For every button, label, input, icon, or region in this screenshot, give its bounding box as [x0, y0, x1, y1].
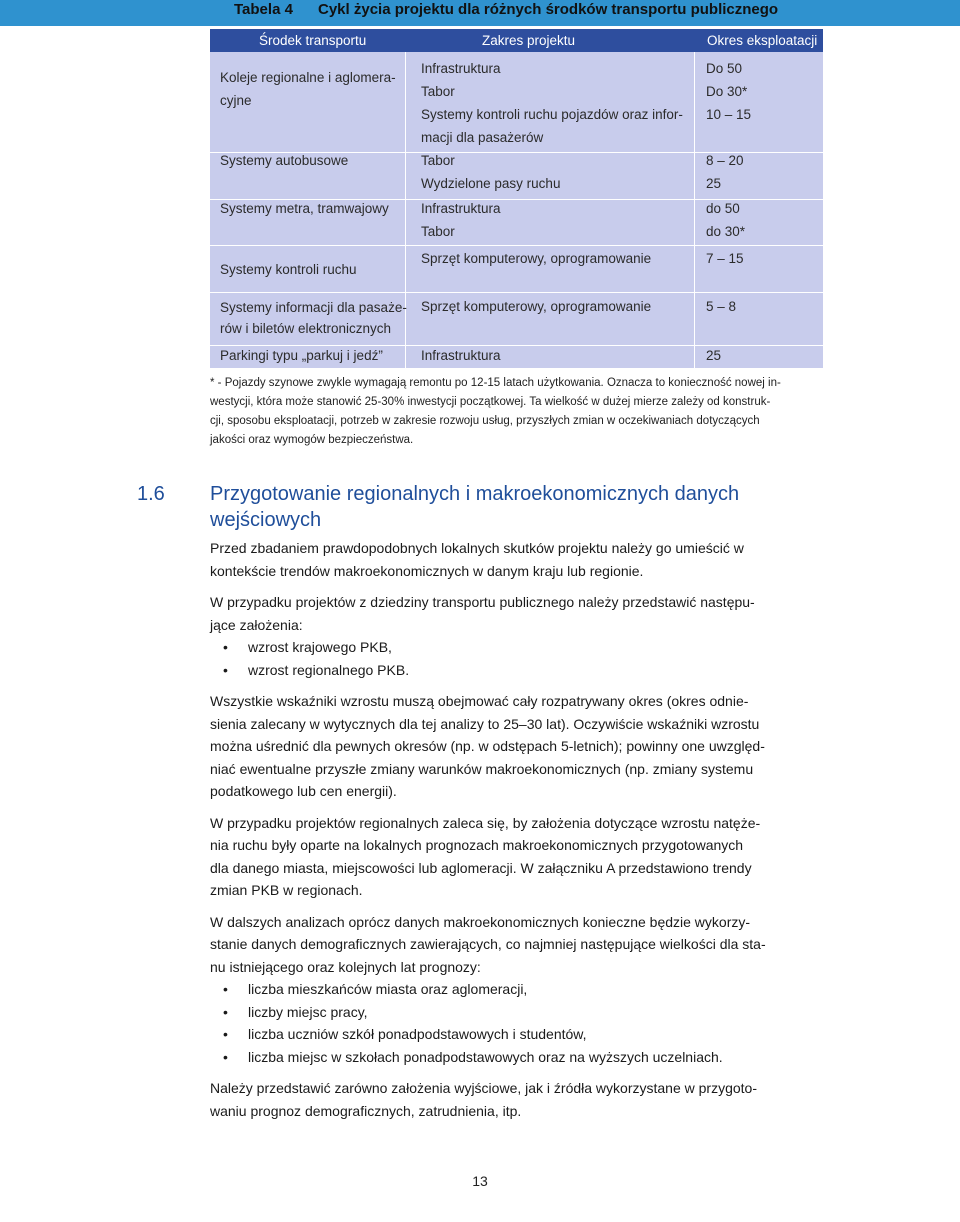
- paragraph-line: W przypadku projektów z dziedziny transportu publicznego należy przedstawić następu-: [210, 594, 755, 610]
- table-footnote: [210, 374, 830, 450]
- table-header: [210, 29, 823, 52]
- bullet-list: [210, 978, 830, 1068]
- bullet-icon: •: [223, 1003, 228, 1020]
- cell-scope: macji dla pasażerów: [421, 130, 544, 145]
- row-divider: [210, 245, 823, 246]
- cell-period: 5 – 8: [706, 299, 737, 314]
- cell-period: do 50: [706, 201, 740, 216]
- header-project-scope: Zakres projektu: [482, 33, 576, 48]
- section-number: 1.6: [137, 483, 165, 505]
- bullet-icon: •: [223, 661, 228, 678]
- section-title-line: wejściowych: [210, 509, 322, 531]
- paragraph-line: waniu prognoz demograficznych, zatrudnienia, itp.: [210, 1102, 522, 1119]
- cell-period: 7 – 15: [706, 251, 744, 266]
- cell-scope: Sprzęt komputerowy, oprogramowanie: [421, 299, 652, 314]
- paragraph-line: Wszystkie wskaźniki wzrostu muszą obejmować cały rozpatrywany okres (okres odnie-: [210, 693, 749, 709]
- cell-scope: Tabor: [421, 224, 455, 239]
- paragraph-line: stanie danych demograficznych zawierających, co najmniej następujące wielkości dla sta-: [210, 936, 766, 952]
- list-item-text: wzrost krajowego PKB,: [248, 639, 392, 655]
- cell-mode: Systemy kontroli ruchu: [220, 262, 357, 277]
- page-number: 13: [472, 1173, 488, 1189]
- paragraph-line: Należy przedstawić zarówno założenia wyjściowe, jak i źródła wykorzystane w przygoto-: [210, 1080, 757, 1096]
- list-item-text: liczba mieszkańców miasta oraz aglomeracji,: [248, 981, 528, 997]
- column-divider: [405, 52, 406, 368]
- cell-mode: Systemy informacji dla pasaże-: [220, 300, 407, 315]
- cell-scope: Sprzęt komputerowy, oprogramowanie: [421, 251, 652, 266]
- footnote-line: cji, sposobu eksploatacji, potrzeb w zakresie rozwoju usług, przyszłych zmian w oczekiwaniach dotyczących: [210, 415, 760, 427]
- cell-scope: Infrastruktura: [421, 61, 501, 76]
- paragraph-line: W dalszych analizach oprócz danych makroekonomicznych konieczne będzie wykorzy-: [210, 913, 751, 930]
- cell-mode: rów i biletów elektronicznych: [220, 321, 392, 336]
- list-item: [210, 978, 830, 1001]
- cell-scope: Tabor: [421, 84, 455, 99]
- lifecycle-table: [210, 29, 823, 368]
- bullet-icon: •: [223, 1026, 228, 1042]
- cell-period: Do 50: [706, 61, 743, 76]
- cell-mode: cyjne: [220, 93, 252, 108]
- cell-period: do 30*: [706, 224, 746, 239]
- table-caption-label: Tabela 4: [234, 1, 293, 18]
- section-body: [210, 537, 830, 1131]
- paragraph-line: można uśrednić dla pewnych okresów (np. w odstępach 5-letnich); powinny one uwzględ-: [210, 738, 765, 754]
- cell-scope: Wydzielone pasy ruchu: [421, 176, 561, 191]
- paragraph-line: sienia zalecany w wytycznych dla tej analizy to 25–30 lat). Oczywiście wskaźniki wzrostu: [210, 715, 760, 732]
- header-transport-mode: Środek transportu: [259, 33, 367, 48]
- list-item-text: liczba uczniów szkół ponadpodstawowych i studentów,: [248, 1026, 587, 1042]
- paragraph: [210, 1077, 830, 1122]
- footnote-line: jakości oraz wymogów bezpieczeństwa.: [210, 434, 414, 446]
- paragraph-line: zmian PKB w regionach.: [210, 882, 363, 898]
- list-item: [210, 1023, 830, 1046]
- bullet-icon: •: [223, 1048, 228, 1065]
- cell-mode: Koleje regionalne i aglomera-: [220, 70, 396, 85]
- cell-scope: Systemy kontroli ruchu pojazdów oraz infor-: [421, 107, 683, 122]
- cell-scope: Infrastruktura: [421, 201, 501, 216]
- cell-scope: Tabor: [421, 153, 455, 168]
- paragraph-line: kontekście trendów makroekonomicznych w danym kraju lub regionie.: [210, 562, 644, 579]
- footnote-line: * - Pojazdy szynowe zwykle wymagają remontu po 12-15 latach użytkowania. Oznacza to konieczność nowej in-: [210, 377, 781, 389]
- cell-mode: Systemy autobusowe: [220, 153, 349, 168]
- cell-period: 10 – 15: [706, 107, 752, 122]
- paragraph-line: W przypadku projektów regionalnych zaleca się, by założenia dotyczące wzrostu natęże-: [210, 814, 761, 831]
- section-title-line: Przygotowanie regionalnych i makroekonomicznych danych: [210, 483, 740, 505]
- table-caption-bar: [0, 0, 960, 26]
- bullet-icon: •: [223, 639, 228, 655]
- table-caption-title: Cykl życia projektu dla różnych środków transportu publicznego: [318, 1, 779, 18]
- header-operation-period: Okres eksploatacji: [707, 33, 818, 48]
- paragraph: [210, 911, 830, 979]
- column-divider: [694, 52, 695, 368]
- cell-period: 8 – 20: [706, 153, 744, 168]
- cell-mode: Parkingi typu „parkuj i jedź”: [220, 348, 383, 363]
- paragraph-line: dla danego miasta, miejscowości lub aglomeracji. W załączniku A przedstawiono trendy: [210, 859, 752, 876]
- footnote-line: westycji, która może stanowić 25-30% inwestycji początkowej. Ta wielkość w dużej mierze zależy od konstruk-: [210, 396, 771, 408]
- list-item-text: liczby miejsc pracy,: [248, 1003, 368, 1020]
- paragraph: [210, 690, 830, 803]
- bullet-list: [210, 636, 830, 681]
- paragraph-line: nu istniejącego oraz kolejnych lat prognozy:: [210, 958, 481, 975]
- cell-mode: Systemy metra, tramwajowy: [220, 201, 389, 216]
- paragraph-line: podatkowego lub cen energii).: [210, 783, 397, 799]
- paragraph-line: Przed zbadaniem prawdopodobnych lokalnych skutków projektu należy go umieścić w: [210, 540, 744, 556]
- section-title: [210, 481, 830, 533]
- list-item: [210, 1046, 830, 1069]
- paragraph: [210, 812, 830, 902]
- cell-scope: Infrastruktura: [421, 348, 501, 363]
- list-item-text: liczba miejsc w szkołach ponadpodstawowych oraz na wyższych uczelniach.: [248, 1048, 723, 1065]
- list-item: [210, 1001, 830, 1024]
- cell-period: Do 30*: [706, 84, 748, 99]
- list-item: [210, 636, 830, 659]
- paragraph: [210, 591, 830, 636]
- paragraph: [210, 537, 830, 582]
- paragraph-line: niać ewentualne przyszłe zmiany warunków makroekonomicznych (np. zmiany systemu: [210, 760, 754, 777]
- row-divider: [210, 292, 823, 293]
- bullet-icon: •: [223, 981, 228, 997]
- cell-period: 25: [706, 348, 722, 363]
- paragraph-line: nia ruchu były oparte na lokalnych prognozach makroekonomicznych przygotowanych: [210, 837, 744, 853]
- cell-period: 25: [706, 176, 722, 191]
- paragraph-line: jące założenia:: [210, 616, 303, 633]
- list-item-text: wzrost regionalnego PKB.: [248, 661, 410, 678]
- list-item: [210, 659, 830, 682]
